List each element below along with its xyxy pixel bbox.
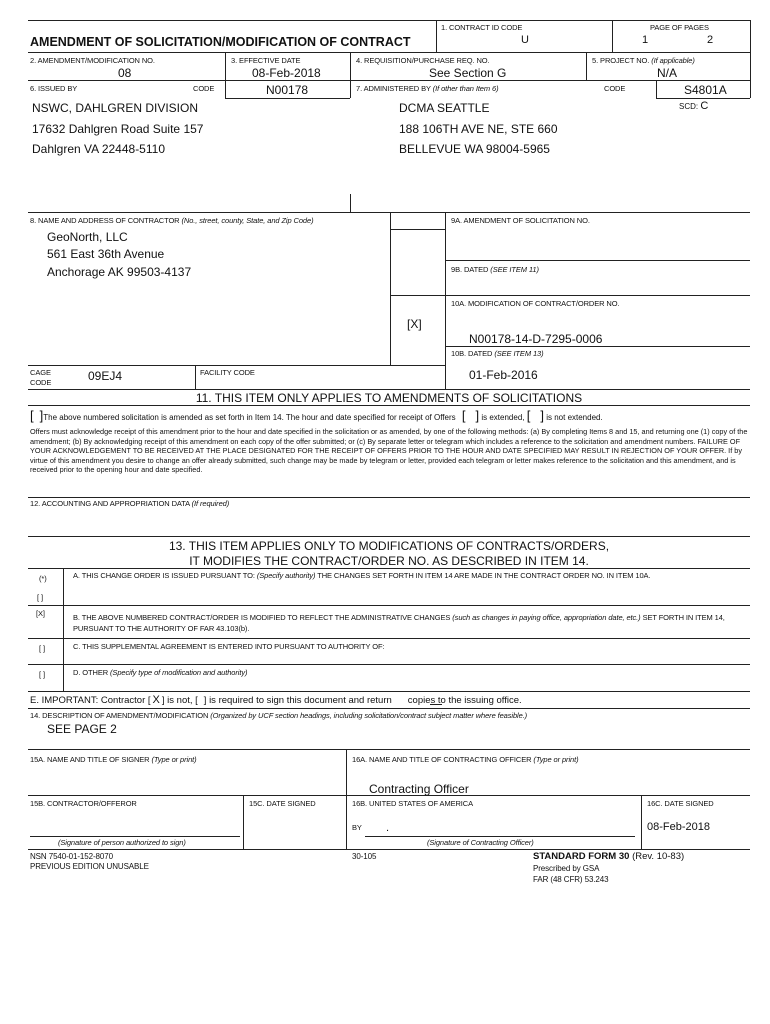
signature-person-caption: (Signature of person authorized to sign) [58,838,186,847]
item-13a-mark: (*) [39,574,47,583]
admin-line-1: DCMA SEATTLE [399,101,490,115]
form-number: 30-105 [352,852,377,861]
project-no-label: 5. PROJECT NO. (If applicable) [592,56,695,65]
amendment-no-label: 2. AMENDMENT/MODIFICATION NO. [30,56,155,65]
cage-code-label: CAGE CODE [30,368,52,387]
contractor-offeror-label: 15B. CONTRACTOR/OFFEROR [30,799,137,808]
modification-10a-label: 10A. MODIFICATION OF CONTRACT/ORDER NO. [451,299,620,308]
contractor-line-1: GeoNorth, LLC [47,230,128,244]
issued-by-label: 6. ISSUED BY [30,84,78,93]
effective-date-label: 3. EFFECTIVE DATE [231,56,301,65]
admin-line-2: 188 106TH AVE NE, STE 660 [399,122,558,136]
previous-edition-note: PREVIOUS EDITION UNUSABLE [30,862,149,871]
contractor-line-2: 561 East 36th Avenue [47,247,165,261]
admin-line-3: BELLEVUE WA 98004-5965 [399,142,550,156]
officer-date-value: 08-Feb-2018 [647,821,710,833]
item-13d-text: D. OTHER (Specify type of modification and authority) [73,668,248,677]
page-of-pages-label: PAGE OF PAGES [650,23,709,32]
important-line: E. IMPORTANT: Contractor [ X ] is not, [ ] is required to sign this document and return copies to the issuing office. [30,694,522,706]
amendment-9a-label: 9A. AMENDMENT OF SOLICITATION NO. [451,216,590,225]
admin-code-label: CODE [604,84,626,93]
contractor-date-label: 15C. DATE SIGNED [249,799,316,808]
nsn-number: NSN 7540-01-152-8070 [30,852,113,861]
officer-title-value: Contracting Officer [369,782,469,796]
pages-value: 2 [707,34,714,46]
officer-date-label: 16C. DATE SIGNED [647,799,714,808]
item-11-instructions: Offers must acknowledge receipt of this amendment prior to the hour and date specified in the solicitation or as amended, by one of the following methods: (a) By completing Items 8 and 15, and returning one (1) copy of the amendment; (b) By acknowledging receipt of this amendment on each copy of the offer submitted; or (c) By separate letter or telegram which includes a reference to the solicitation and amendment numbers. FAILURE OF YOUR ACKNOWLEDGEMENT TO BE RECEIVED AT THE PLACE DESIGNATED FOR THE RECEIPT OF OFFERS PRIOR TO THE HOUR AND DATE SPECIFIED MAY RESULT IN REJECTION OF YOUR OFFER. If by virtue of this amendment you desire to change an offer already submitted, such change may be made by telegram or letter, provided each telegram or letter makes reference to the solicitation and this amendment, and is received prior to the opening hour and date specified. [30,427,748,475]
item-11-heading: 11. THIS ITEM ONLY APPLIES TO AMENDMENTS OF SOLICITATIONS [195,391,583,405]
item-13a-text: A. THIS CHANGE ORDER IS ISSUED PURSUANT TO: (Specify authority) THE CHANGES SET FORTH IN ITEM 14 ARE MADE IN THE CONTRACT ORDER NO. IN ITEM 10A. [73,571,651,580]
by-label: BY [352,823,362,832]
issuer-line-2: 17632 Dahlgren Road Suite 157 [32,122,204,136]
item-13a-check: [ ] [37,593,43,602]
standard-form-label: STANDARD FORM 30 (Rev. 10-83) [533,851,685,862]
item-13-heading-1: 13. THIS ITEM APPLIES ONLY TO MODIFICATIONS OF CONTRACTS/ORDERS, [168,539,610,553]
administered-by-label: 7. ADMINISTERED BY (If other than Item 6) [356,84,499,93]
contract-id-value: U [521,34,529,46]
dated-10b-value: 01-Feb-2016 [469,368,538,382]
requisition-label: 4. REQUISITION/PURCHASE REQ. NO. [356,56,490,65]
accounting-label: 12. ACCOUNTING AND APPROPRIATION DATA (If required) [30,499,230,508]
modification-10a-check: [X] [407,317,422,331]
signer-name-label: 15A. NAME AND TITLE OF SIGNER (Type or print) [30,755,197,764]
item-13c-text: C. THIS SUPPLEMENTAL AGREEMENT IS ENTERED INTO PURSUANT TO AUTHORITY OF: [73,642,385,651]
description-value: SEE PAGE 2 [47,722,117,736]
item-13d-mark: [ ] [39,670,45,679]
dated-9b-label: 9B. DATED (SEE ITEM 11) [451,265,539,274]
far-reference: FAR (48 CFR) 53.243 [533,875,609,884]
amendment-no-value: 08 [118,66,132,80]
item-13b-text: B. THE ABOVE NUMBERED CONTRACT/ORDER IS MODIFIED TO REFLECT THE ADMINISTRATIVE CHANGES (such as changes in paying office, appropriation date, etc.) SET FORTH IN ITEM 14, PURSUANT TO THE AUTHORITY OF FAR 43.103(b). [73,613,725,633]
page-value: 1 [642,34,649,46]
usa-label: 16B. UNITED STATES OF AMERICA [352,799,474,808]
issuer-line-1: NSWC, DAHLGREN DIVISION [32,101,199,115]
admin-code-value: S4801A [684,83,727,97]
by-dot: . [386,822,390,834]
contract-id-label: 1. CONTRACT ID CODE [441,23,523,32]
description-label: 14. DESCRIPTION OF AMENDMENT/MODIFICATION (Organized by UCF section headings, including solicitation/contract subject matter where feasible.) [30,711,528,720]
scd-field: SCD: C [679,100,709,112]
modification-10a-value: N00178-14-D-7295-0006 [469,332,603,346]
prescribed-by: Prescribed by GSA [533,864,600,873]
issued-code-label: CODE [193,84,215,93]
requisition-value: See Section G [429,66,507,80]
issued-code-value: N00178 [266,83,309,97]
contractor-label: 8. NAME AND ADDRESS OF CONTRACTOR (No., street, county, State, and Zip Code) [30,216,314,225]
contractor-line-3: Anchorage AK 99503-4137 [47,265,192,279]
project-no-value: N/A [657,66,678,80]
item-13b-mark: [X] [36,609,45,618]
cage-code-value: 09EJ4 [88,369,123,383]
item-13-heading-2: IT MODIFIES THE CONTRACT/ORDER NO. AS DESCRIBED IN ITEM 14. [189,554,589,568]
form-title: AMENDMENT OF SOLICITATION/MODIFICATION OF CONTRACT [30,35,411,49]
item-11-line: [ ]The above numbered solicitation is amended as set forth in Item 14. The hour and date specified for receipt of Offers [ ] is extended, [ ] is not extended. [30,408,603,423]
officer-name-label: 16A. NAME AND TITLE OF CONTRACTING OFFICER (Type or print) [352,755,579,764]
item-13c-mark: [ ] [39,644,45,653]
issuer-line-3: Dahlgren VA 22448-5110 [32,142,165,156]
dated-10b-label: 10B. DATED (SEE ITEM 13) [451,349,544,358]
facility-code-label: FACILITY CODE [200,368,255,377]
signature-officer-caption: (Signature of Contracting Officer) [427,838,534,847]
effective-date-value: 08-Feb-2018 [252,66,321,80]
